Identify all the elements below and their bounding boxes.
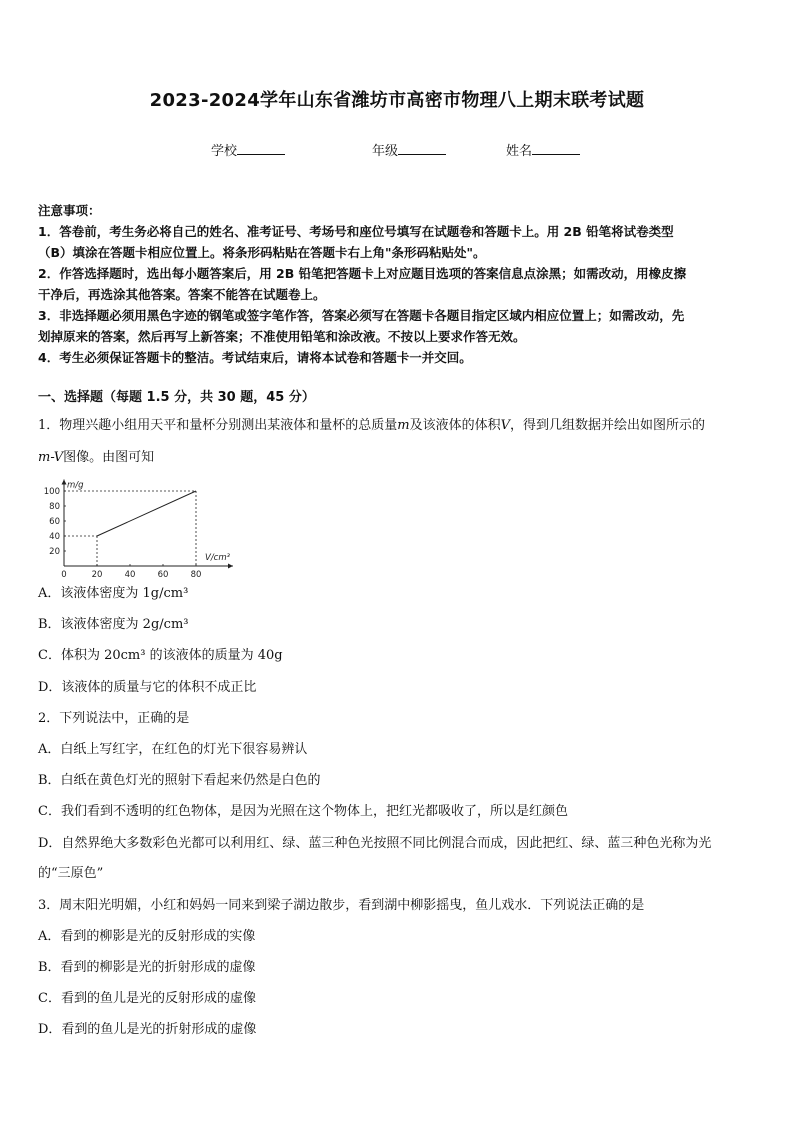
q1-stem-d: 图像。由图可知: [63, 450, 155, 465]
q3-stem: 3．周末阳光明媚，小红和妈妈一同来到梁子湖边散步，看到湖中柳影摇曳，鱼儿戏水．下列说法正确的是: [38, 898, 645, 913]
q1-stem: [38, 414, 705, 433]
x-tick-label: 80: [190, 570, 202, 580]
school-field: [211, 140, 285, 159]
q3-option-b: B．看到的柳影是光的折射形成的虚像: [38, 960, 256, 975]
q2-option-d-line1: D．自然界绝大多数彩色光都可以利用红、绿、蓝三种色光按照不同比例混合而成，因此把红、绿、蓝三种色光称为光: [38, 836, 712, 851]
q1-var-m: m: [397, 418, 410, 433]
q3-option-a: A．看到的柳影是光的反射形成的实像: [38, 929, 256, 944]
y-tick-label: 20: [49, 547, 60, 557]
note-3a: 3．非选择题必须用黑色字迹的钢笔或签字笔作答，答案必须写在答题卡各题目指定区域内相应位置上；如需改动，先: [38, 308, 685, 323]
y-axis-label: m/g: [67, 480, 84, 491]
q1-var-v: V: [500, 418, 511, 433]
note-2b: 干净后，再选涂其他答案。答案不能答在试题卷上。: [38, 287, 326, 302]
q1-stem-b: 及该液体的体积: [409, 418, 501, 433]
q2-option-d-line2: 的“三原色”: [38, 866, 104, 881]
exam-title: 2023-2024学年山东省潍坊市高密市物理八上期末联考试题: [149, 90, 645, 111]
x-tick-label: 40: [124, 570, 136, 580]
name-label: 姓名: [506, 144, 533, 159]
y-tick-label: 100: [43, 487, 60, 497]
note-2a: 2．作答选择题时，选出每小题答案后，用 2B 铅笔把答题卡上对应题目选项的答案信息点涂黑；如需改动，用橡皮擦: [38, 266, 687, 281]
q1-stem-a: 1．物理兴趣小组用天平和量杯分别测出某液体和量杯的总质量: [38, 418, 398, 433]
name-field: [506, 140, 580, 159]
mv-chart: [36, 474, 231, 580]
notes-block: [38, 200, 758, 368]
q1-stem-c: ，得到几组数据并绘出如图所示的: [510, 418, 706, 433]
x-axis-arrow: [228, 564, 233, 569]
note-4: 4．考生必须保证答题卡的整洁。考试结束后，请将本试卷和答题卡一并交回。: [38, 350, 472, 365]
q2-option-a: A．白纸上写红字，在红色的灯光下很容易辨认: [38, 742, 308, 757]
grade-blank: [398, 142, 446, 155]
y-axis-arrow: [62, 480, 67, 485]
grade-label: 年级: [372, 144, 399, 159]
note-3b: 划掉原来的答案，然后再写上新答案；不准使用铅笔和涂改液。不按以上要求作答无效。: [38, 329, 526, 344]
q3-option-c: C．看到的鱼儿是光的反射形成的虚像: [38, 991, 256, 1006]
notes-heading: 注意事项：: [38, 203, 101, 218]
x-axis-label: V/cm³: [205, 553, 231, 563]
note-1a: 1．答卷前，考生务必将自己的姓名、准考证号、考场号和座位号填写在试题卷和答题卡上。用 2B 铅笔将试卷类型: [38, 224, 674, 239]
q1-option-d: D．该液体的质量与它的体积不成正比: [38, 680, 257, 695]
x-tick-label: 0: [61, 570, 67, 580]
q1-option-a: A．该液体密度为 1g/cm³: [38, 586, 189, 601]
series-line: [97, 491, 196, 536]
note-1b: （B）填涂在答题卡相应位置上。将条形码粘贴在答题卡右上角"条形码粘贴处"。: [38, 245, 486, 260]
q2-stem: 2．下列说法中，正确的是: [38, 711, 190, 726]
q1-var-mv: m-V: [38, 450, 64, 465]
q2-option-c: C．我们看到不透明的红色物体，是因为光照在这个物体上，把红光都吸收了，所以是红颜色: [38, 804, 568, 819]
q1-option-c: C．体积为 20cm³ 的该液体的质量为 40g: [38, 648, 283, 663]
x-tick-label: 20: [91, 570, 103, 580]
q3-option-d: D．看到的鱼儿是光的折射形成的虚像: [38, 1022, 257, 1037]
y-tick-label: 40: [49, 532, 60, 542]
school-label: 学校: [211, 144, 238, 159]
q1-stem-line2: [38, 446, 154, 465]
y-tick-label: 80: [49, 502, 60, 512]
x-tick-label: 60: [157, 570, 169, 580]
q2-option-b: B．白纸在黄色灯光的照射下看起来仍然是白色的: [38, 773, 321, 788]
y-tick-label: 60: [49, 517, 60, 527]
section1-heading: 一、选择题（每题 1.5 分，共 30 题，45 分）: [38, 390, 315, 405]
grade-field: [372, 140, 446, 159]
q1-option-b: B．该液体密度为 2g/cm³: [38, 617, 189, 632]
school-blank: [237, 142, 285, 155]
name-blank: [532, 142, 580, 155]
